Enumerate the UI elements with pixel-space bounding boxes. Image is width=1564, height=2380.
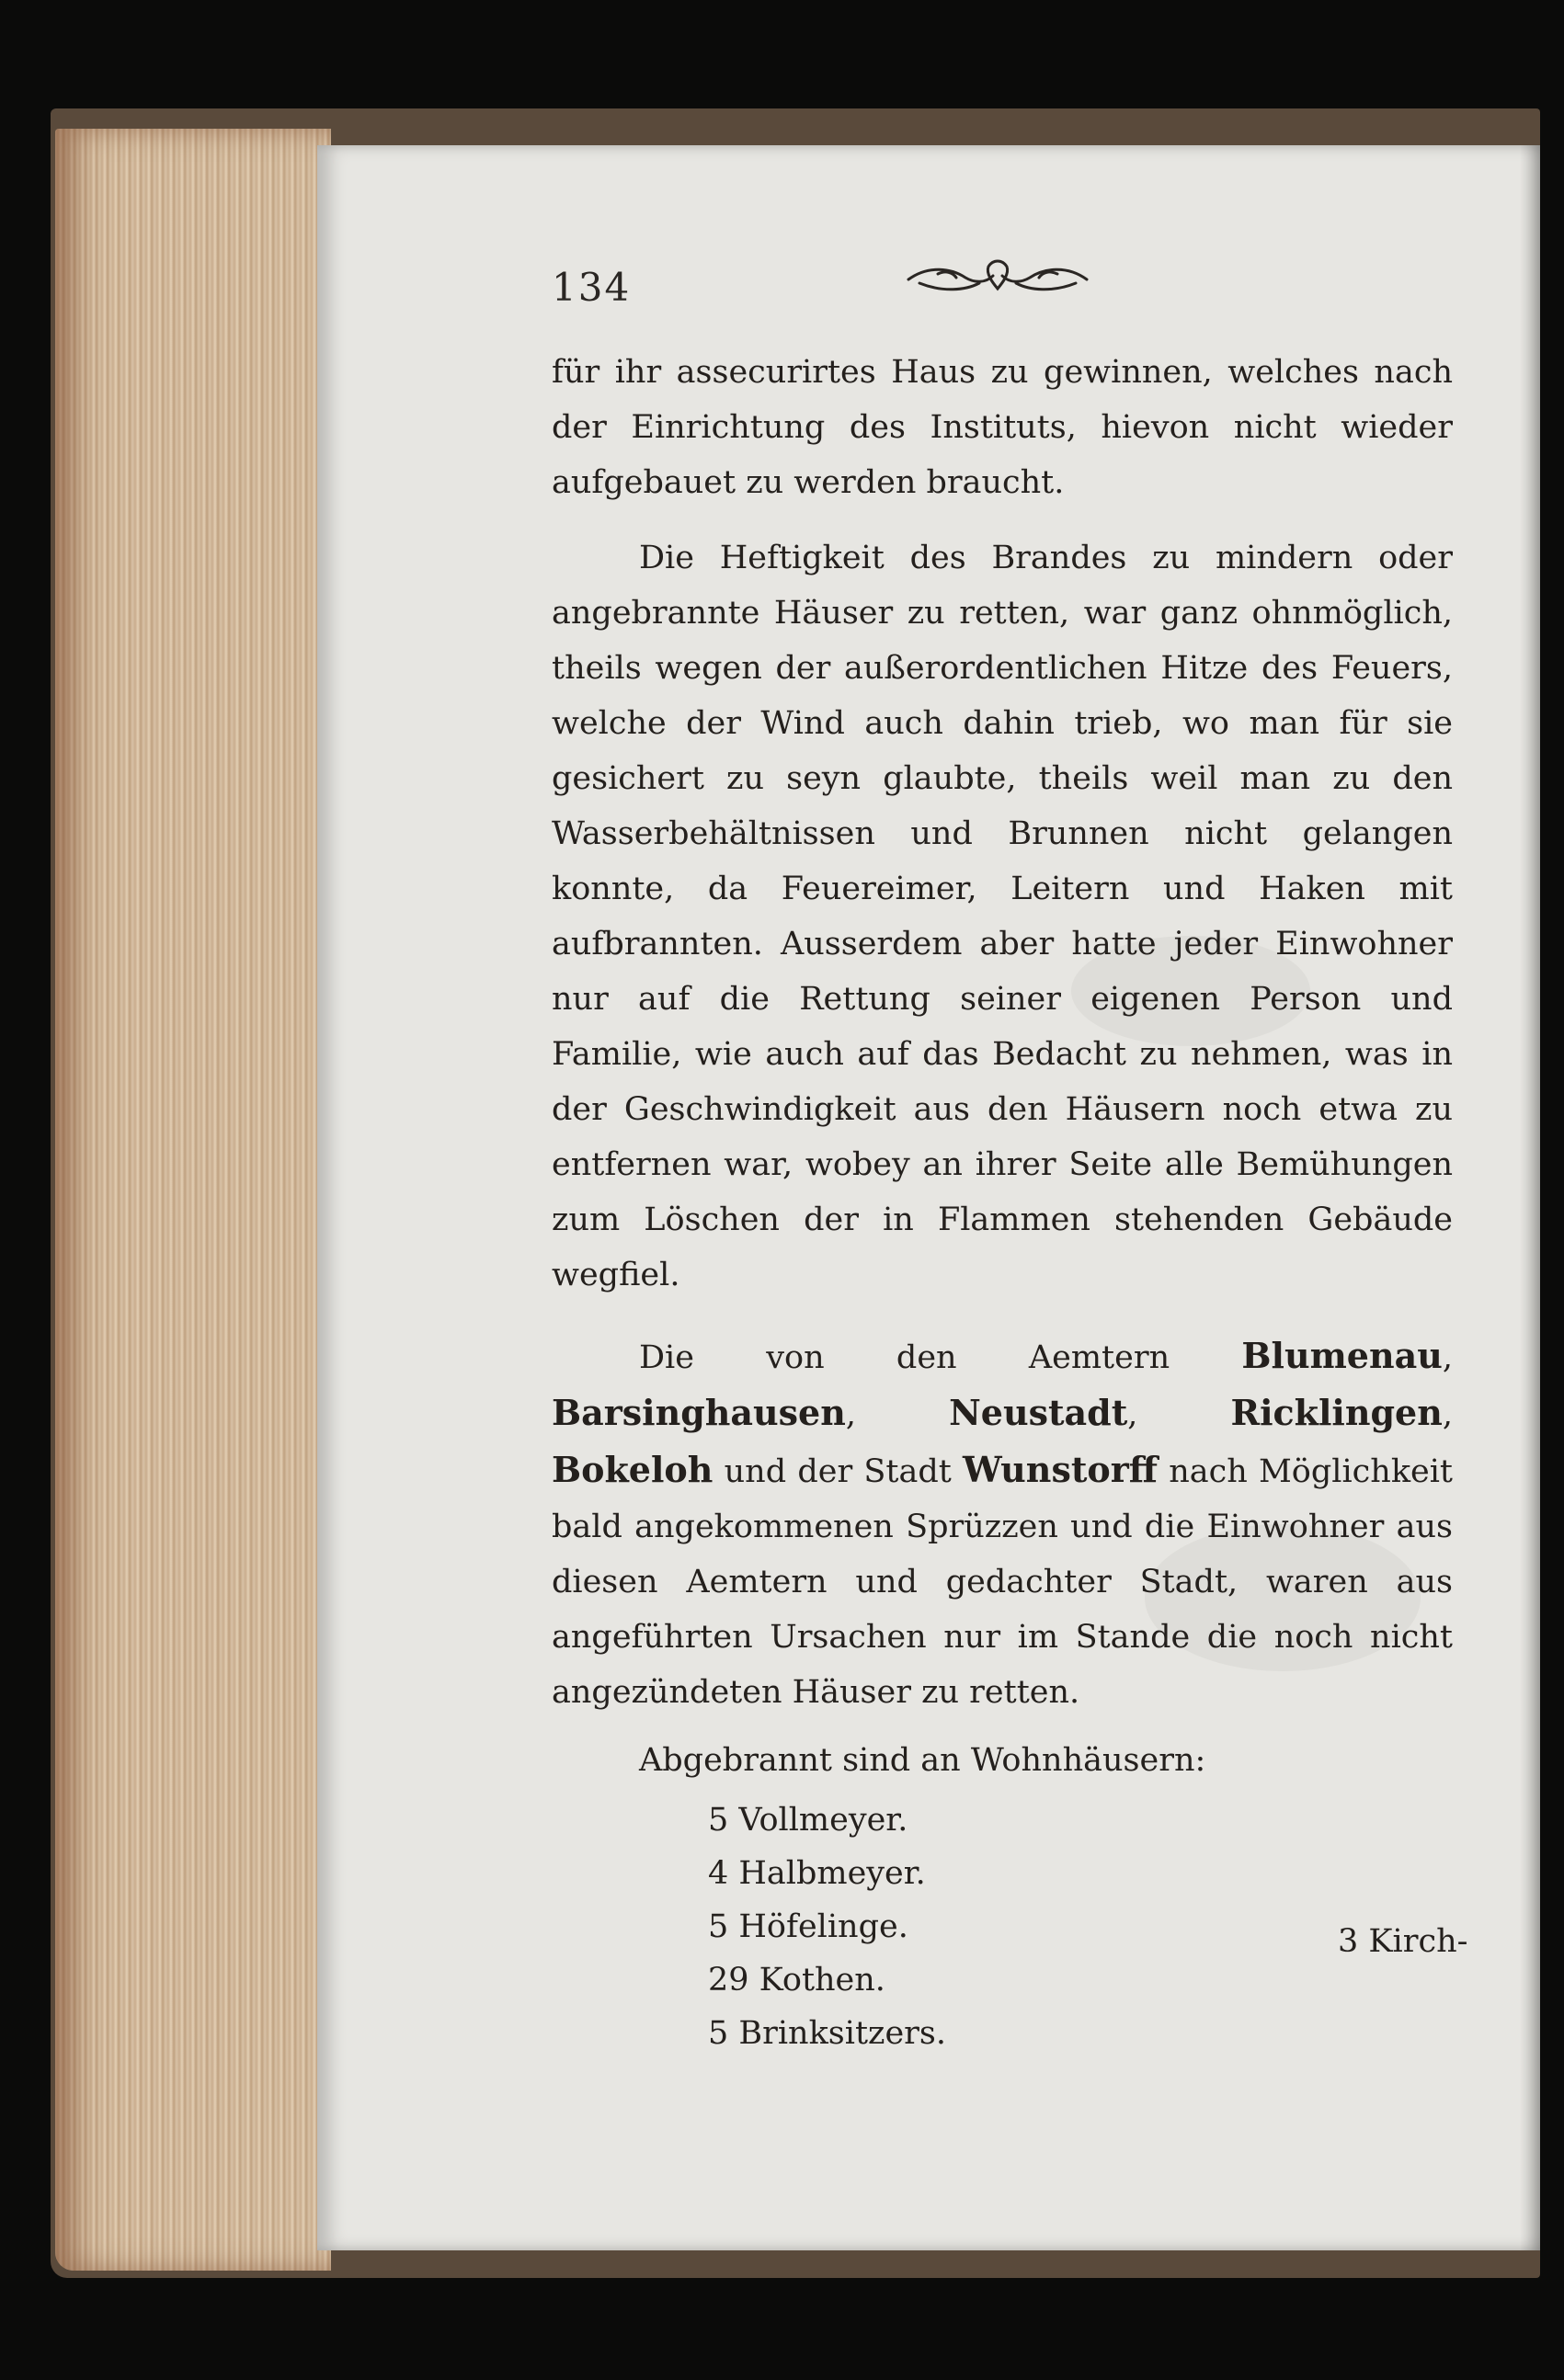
place-name: Ricklingen xyxy=(1230,1392,1443,1433)
paragraph xyxy=(552,1328,1453,1720)
ornament-icon xyxy=(901,256,1094,302)
text-run: , xyxy=(845,1396,950,1433)
place-name: Wunstorff xyxy=(963,1449,1158,1490)
page-number: 134 xyxy=(552,265,632,310)
list-heading: Abgebrannt sind an Wohnhäusern: xyxy=(639,1742,1206,1779)
text-run: nach Möglichkeit bald angekommenen Sprüzzen und die Einwohner aus diesen Aemtern und gedachter Stadt, waren aus angeführten Ursachen nur im Stande die noch nicht angezündeten Häuser zu retten. xyxy=(552,1453,1453,1711)
text-run: Die von den Aemtern xyxy=(639,1339,1242,1376)
list-item: 4 Halbmeyer. xyxy=(708,1855,926,1892)
body-text xyxy=(552,345,1453,2060)
list-item: 5 Vollmeyer. xyxy=(708,1802,908,1839)
page-gutter-shadow xyxy=(1520,145,1540,2250)
text-run: , xyxy=(1127,1396,1231,1433)
list-item: 29 Kothen. xyxy=(708,1962,885,1999)
paragraph: für ihr assecurirtes Haus zu gewinnen, welches nach der Einrichtung des Instituts, hievon nicht wieder aufgebauet zu werden braucht. xyxy=(552,354,1453,501)
place-name: Neustadt xyxy=(949,1392,1128,1433)
text-run: , xyxy=(1442,1339,1453,1376)
page-edges xyxy=(55,129,331,2271)
paragraph: Die Heftigkeit des Brandes zu mindern oder angebrannte Häuser zu retten, war ganz ohnmöglich, theils wegen der außerordentlichen Hitze des Feuers, welche der Wind auch dahin trieb, wo man für sie gesichert zu seyn glaubte, theils weil man zu den Wasserbehältnissen und Brunnen nicht gelangen konnte, da Feuereimer, Leitern und Haken mit aufbrannten. Ausserdem aber hatte jeder Einwohner nur auf die Rettung seiner eigenen Person und Familie, wie auch auf das Bedacht zu nehmen, was in der Geschwindigkeit aus den Häusern noch etwa zu entfernen war, wobey an ihrer Seite alle Bemühungen zum Löschen der in Flammen stehenden Gebäude wegfiel. xyxy=(552,540,1453,1293)
place-name: Blumenau xyxy=(1241,1335,1443,1376)
list-item: 5 Brinksitzers. xyxy=(708,2015,946,2052)
list-item: 5 Höfelinge. xyxy=(708,1908,908,1945)
text-run: , xyxy=(1442,1396,1453,1433)
burned-houses-list xyxy=(552,1794,1453,2060)
text-run: und der Stadt xyxy=(713,1453,964,1490)
catchword: 3 Kirch- xyxy=(1338,1923,1468,1960)
place-name: Bokeloh xyxy=(552,1449,714,1490)
place-name: Barsinghausen xyxy=(552,1392,846,1433)
